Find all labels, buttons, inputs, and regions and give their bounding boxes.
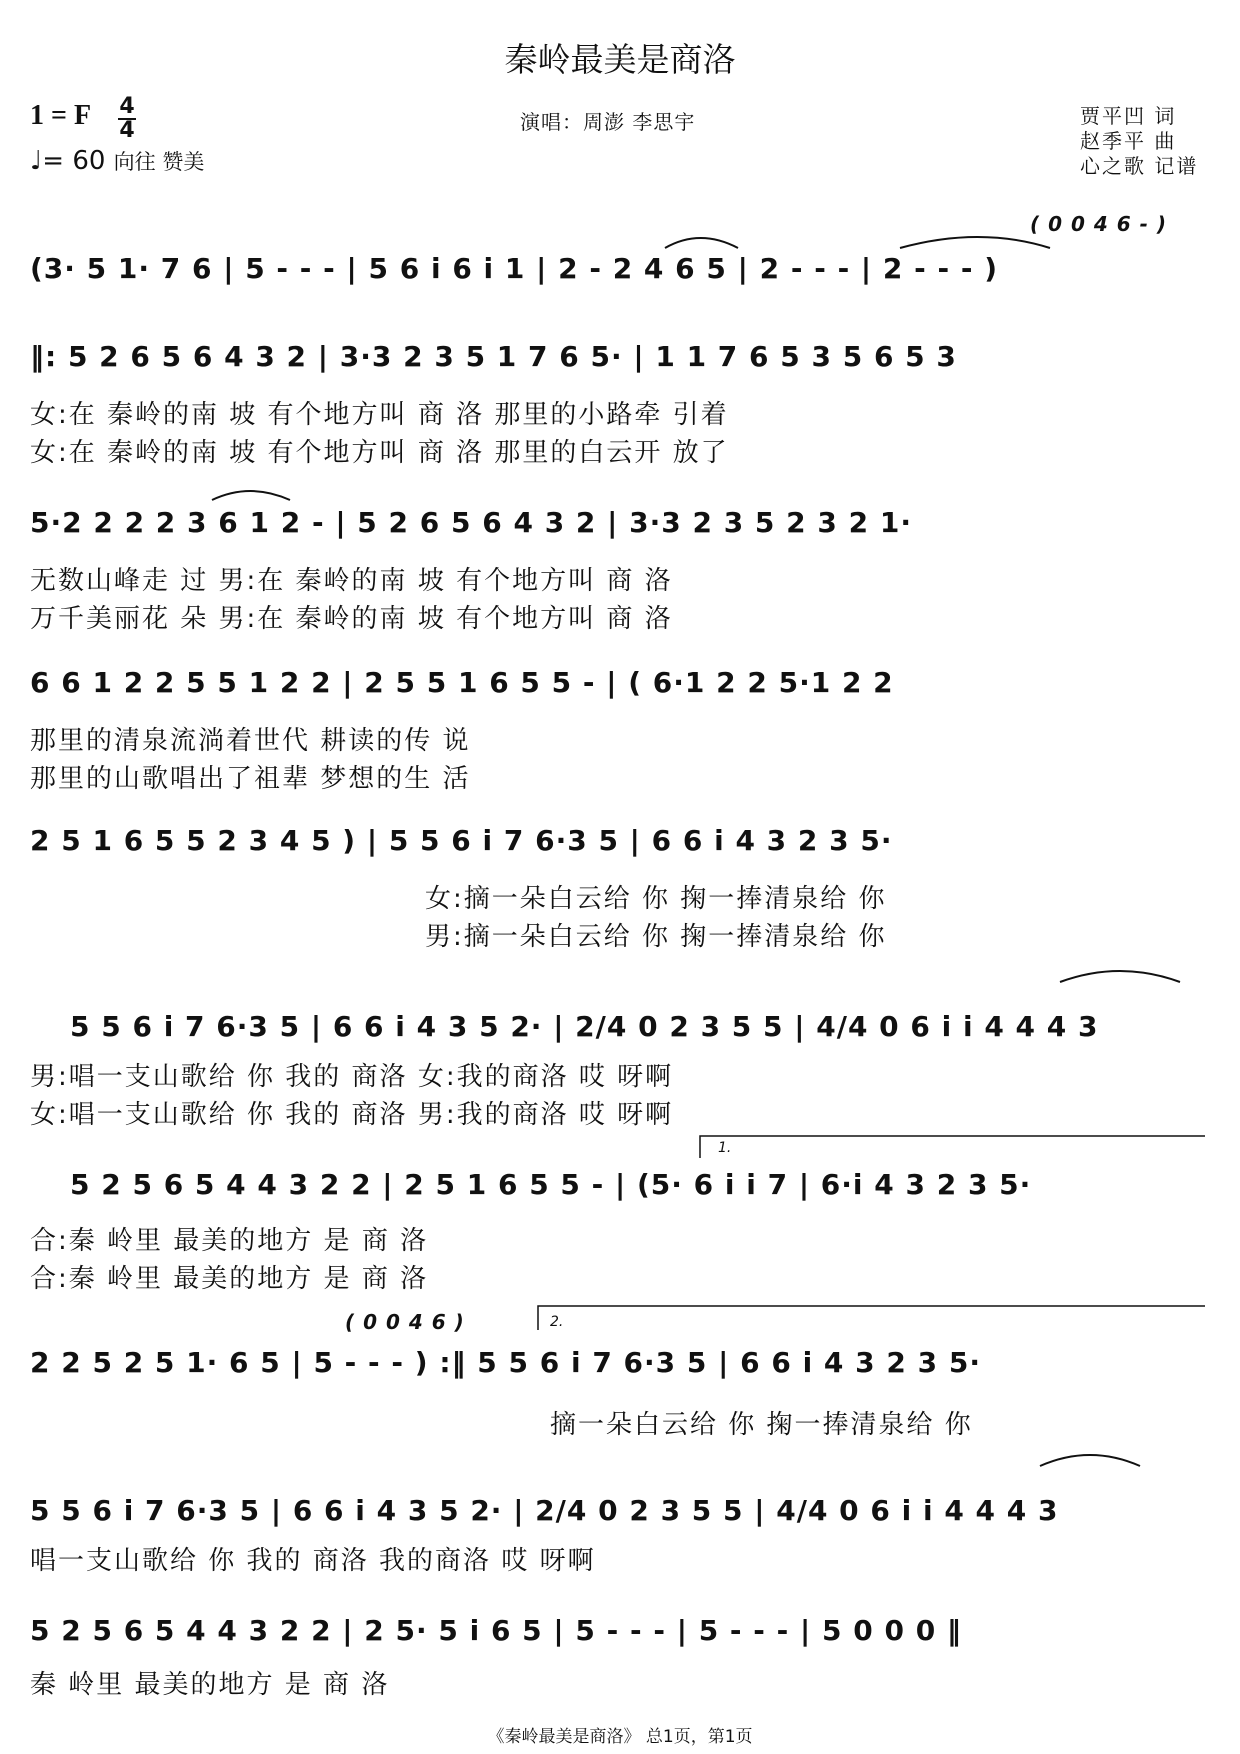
lyric-line: 男:摘一朵白云给 你 掬一捧清泉给 你 (425, 922, 887, 952)
lyric-line: 秦 岭里 最美的地方 是 商 洛 (30, 1670, 390, 1700)
lyric-line: 那里的清泉流淌着世代 耕读的传 说 (30, 726, 471, 756)
staff-line: 5·2 2 2 2 3 6 1 2 - | 5 2 6 5 6 4 3 2 | 3·3 2 3 5 2 3 2 1· (30, 506, 912, 539)
page-footer: 《秦岭最美是商洛》 总1页，第1页 (487, 1727, 753, 1747)
staff-line: 5 2 5 6 5 4 4 3 2 2 | 2 5 1 6 5 5 - | (5· 6 i i 7 | 6·i 4 3 2 3 5· (70, 1168, 1032, 1201)
time-top: 4 (119, 94, 135, 119)
volta-bracket (700, 1136, 1205, 1158)
volta-bracket (538, 1306, 1205, 1330)
tempo-value: = 60 (42, 146, 106, 176)
staff-line: 5 2 5 6 5 4 4 3 2 2 | 2 5· 5 i 6 5 | 5 - - - | 5 - - - | 5 0 0 0 ‖ (30, 1614, 962, 1647)
lyricist: 贾平凹 词 (1080, 104, 1177, 128)
staff-line: ‖: 5 2 6 5 6 4 3 2 | 3·3 2 3 5 1 7 6 5· | 1 1 7 6 5 3 5 6 5 3 (30, 340, 957, 373)
slur (665, 238, 738, 248)
slur (212, 491, 290, 500)
song-title: 秦岭最美是商洛 (504, 40, 736, 79)
lyric-line: 女:在 秦岭的南 坡 有个地方叫 商 洛 那里的白云开 放了 (30, 438, 729, 468)
staff-line: (3· 5 1· 7 6 | 5 - - - | 5 6 i 6 i 1 | 2 - 2 4 6 5 | 2 - - - | 2 - - - ) (30, 252, 999, 285)
lyric-line: 合:秦 岭里 最美的地方 是 商 洛 (30, 1264, 429, 1294)
composer: 赵季平 曲 (1080, 129, 1177, 153)
key-signature: 1 = F (30, 100, 92, 131)
slur (1040, 1455, 1140, 1466)
staff-line: 5 5 6 i 7 6·3 5 | 6 6 i 4 3 5 2· | 2/4 0 2 3 5 5 | 4/4 0 6 i i 4 4 4 3 (30, 1494, 1059, 1527)
lyric-line: 女:唱一支山歌给 你 我的 商洛 男:我的商洛 哎 呀啊 (30, 1100, 674, 1130)
lyric-line: 女:在 秦岭的南 坡 有个地方叫 商 洛 那里的小路牵 引着 (30, 400, 729, 430)
quarter-note-icon: ♩ (30, 146, 43, 176)
tempo-mood: 向往 赞美 (113, 150, 205, 174)
time-bottom: 4 (119, 118, 135, 143)
volta-1: 1. (718, 1140, 732, 1156)
staff-line: 2 2 5 2 5 1· 6 5 | 5 - - - ) :‖ 5 5 6 i 7 6·3 5 | 6 6 i 4 3 2 3 5· (30, 1346, 981, 1379)
slur (1060, 971, 1180, 982)
transcriber: 心之歌 记谱 (1080, 154, 1199, 178)
lyric-line: 万千美丽花 朵 男:在 秦岭的南 坡 有个地方叫 商 洛 (30, 604, 673, 634)
cue-notes: ( 0 0 4 6 ) (345, 1310, 465, 1334)
lyric-line: 合:秦 岭里 最美的地方 是 商 洛 (30, 1226, 429, 1256)
lyric-line: 摘一朵白云给 你 掬一捧清泉给 你 (550, 1410, 973, 1440)
singers: 演唱：周澎 李思宇 (520, 110, 696, 134)
lyric-line: 那里的山歌唱出了祖辈 梦想的生 活 (30, 764, 471, 794)
lyric-line: 唱一支山歌给 你 我的 商洛 我的商洛 哎 呀啊 (30, 1546, 596, 1576)
staff-line: 6 6 1 2 2 5 5 1 2 2 | 2 5 5 1 6 5 5 - | ( 6·1 2 2 5·1 2 2 (30, 666, 894, 699)
lyric-line: 女:摘一朵白云给 你 掬一捧清泉给 你 (425, 884, 887, 914)
volta-2: 2. (550, 1314, 564, 1330)
cue-notes: ( 0 0 4 6 - ) (1030, 212, 1168, 236)
lyric-line: 无数山峰走 过 男:在 秦岭的南 坡 有个地方叫 商 洛 (30, 566, 673, 596)
lyric-line: 男:唱一支山歌给 你 我的 商洛 女:我的商洛 哎 呀啊 (30, 1062, 674, 1092)
staff-line: 5 5 6 i 7 6·3 5 | 6 6 i 4 3 5 2· | 2/4 0 2 3 5 5 | 4/4 0 6 i i 4 4 4 3 (70, 1010, 1099, 1043)
slur (900, 237, 1050, 248)
staff-line: 2 5 1 6 5 5 2 3 4 5 ) | 5 5 6 i 7 6·3 5 | 6 6 i 4 3 2 3 5· (30, 824, 893, 857)
